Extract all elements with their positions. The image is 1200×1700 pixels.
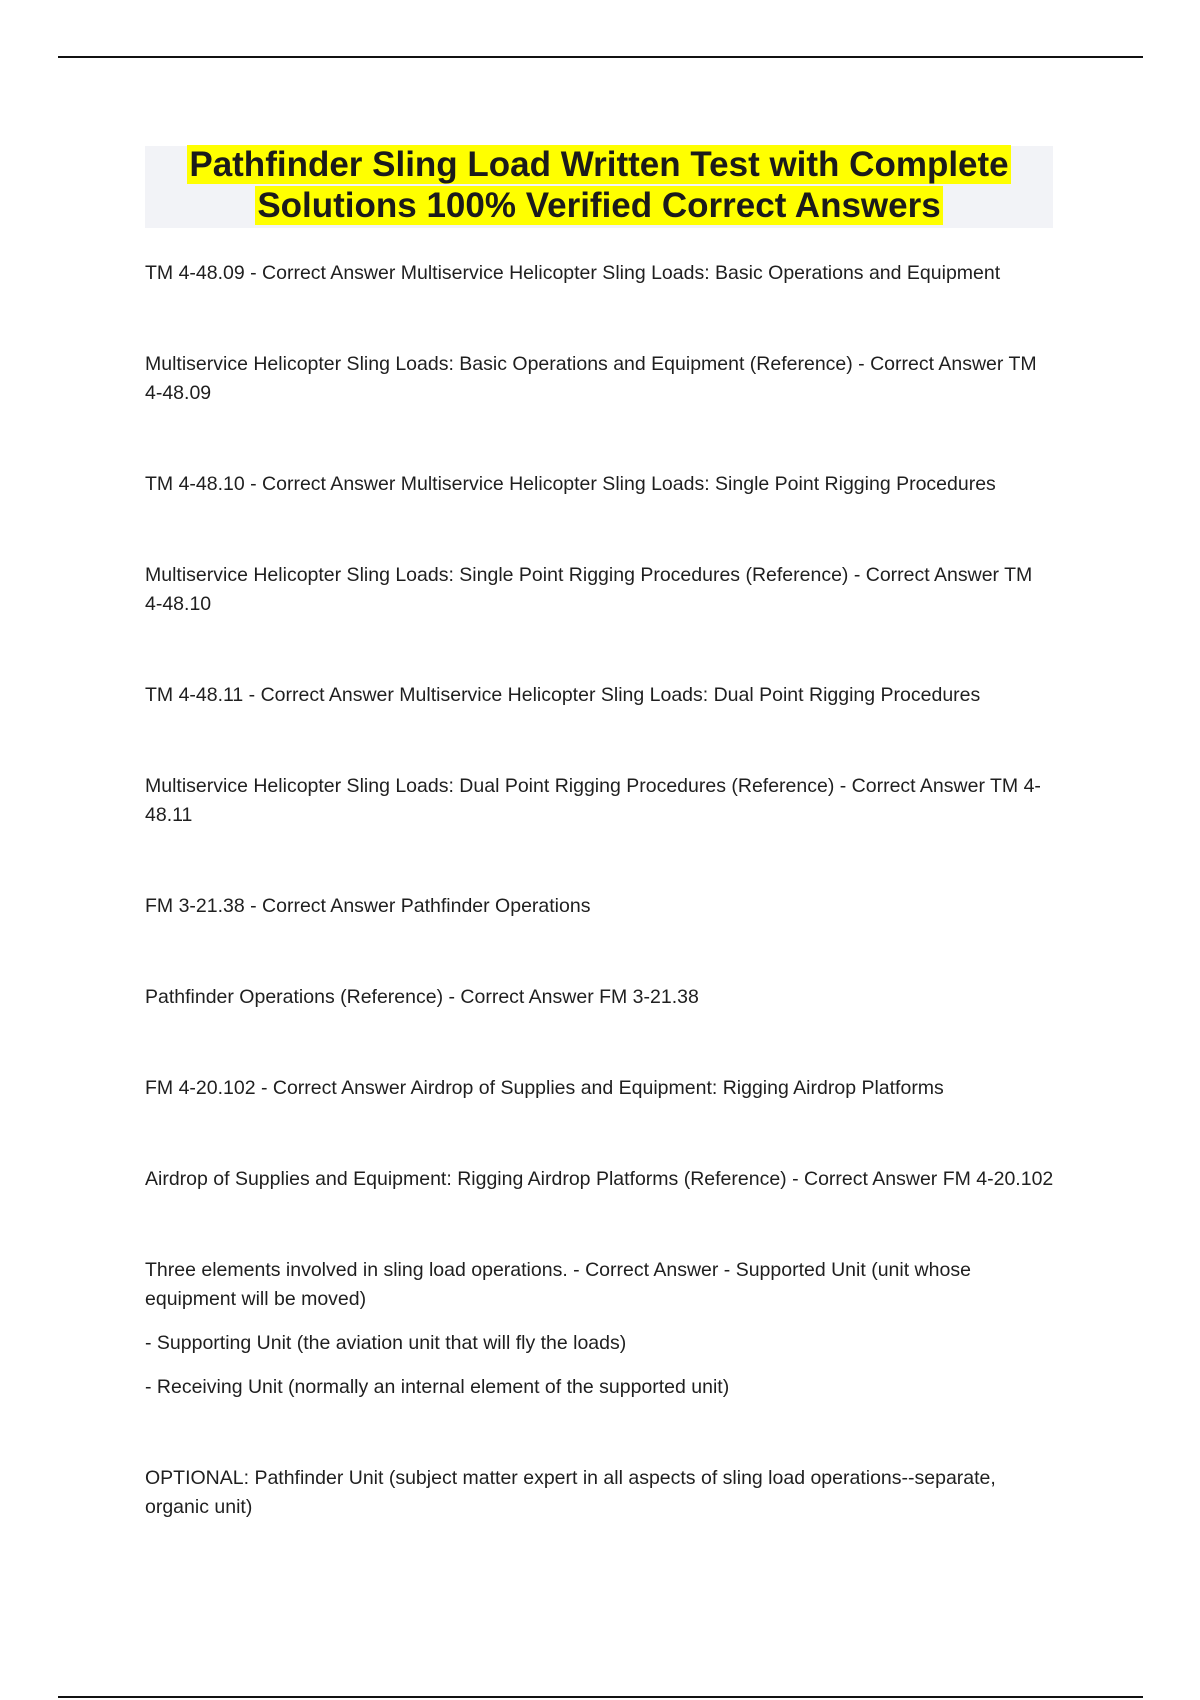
header-rule: [58, 56, 1143, 58]
qa-subline: - Receiving Unit (normally an internal element of the supported unit): [145, 1376, 730, 1398]
qa-item: TM 4-48.11 - Correct Answer Multiservice Helicopter Sling Loads: Dual Point Rigging Procedures: [145, 684, 981, 706]
document-body: [145, 259, 1055, 1522]
qa-item-optional: OPTIONAL: Pathfinder Unit (subject matter expert in all aspects of sling load operations--separate, organic unit): [145, 1467, 996, 1518]
title-line-1: Pathfinder Sling Load Written Test with Complete: [189, 145, 1009, 184]
footer-rule: [58, 1696, 1143, 1698]
qa-item: Airdrop of Supplies and Equipment: Rigging Airdrop Platforms (Reference) - Correct Answer FM 4-20.102: [145, 1168, 1054, 1190]
qa-item: Multiservice Helicopter Sling Loads: Basic Operations and Equipment (Reference) - Correct Answer TM 4-48.09: [145, 353, 1037, 404]
qa-item: Multiservice Helicopter Sling Loads: Dual Point Rigging Procedures (Reference) - Correct Answer TM 4-48.11: [145, 775, 1041, 826]
qa-item: Three elements involved in sling load operations. - Correct Answer - Supported Unit (unit whose equipment will be moved): [145, 1259, 971, 1310]
document-title: [145, 144, 1053, 226]
qa-item: TM 4-48.10 - Correct Answer Multiservice Helicopter Sling Loads: Single Point Rigging Procedures: [145, 473, 996, 495]
qa-item: FM 4-20.102 - Correct Answer Airdrop of Supplies and Equipment: Rigging Airdrop Platforms: [145, 1077, 944, 1099]
qa-item: Pathfinder Operations (Reference) - Correct Answer FM 3-21.38: [145, 986, 699, 1008]
qa-item: FM 3-21.38 - Correct Answer Pathfinder Operations: [145, 895, 591, 917]
qa-item: TM 4-48.09 - Correct Answer Multiservice Helicopter Sling Loads: Basic Operations and Equipment: [145, 262, 1001, 284]
qa-item: Multiservice Helicopter Sling Loads: Single Point Rigging Procedures (Reference) - Correct Answer TM 4-48.10: [145, 564, 1033, 615]
qa-subline: - Supporting Unit (the aviation unit that will fly the loads): [145, 1332, 627, 1354]
title-line-2: Solutions 100% Verified Correct Answers: [257, 186, 941, 225]
